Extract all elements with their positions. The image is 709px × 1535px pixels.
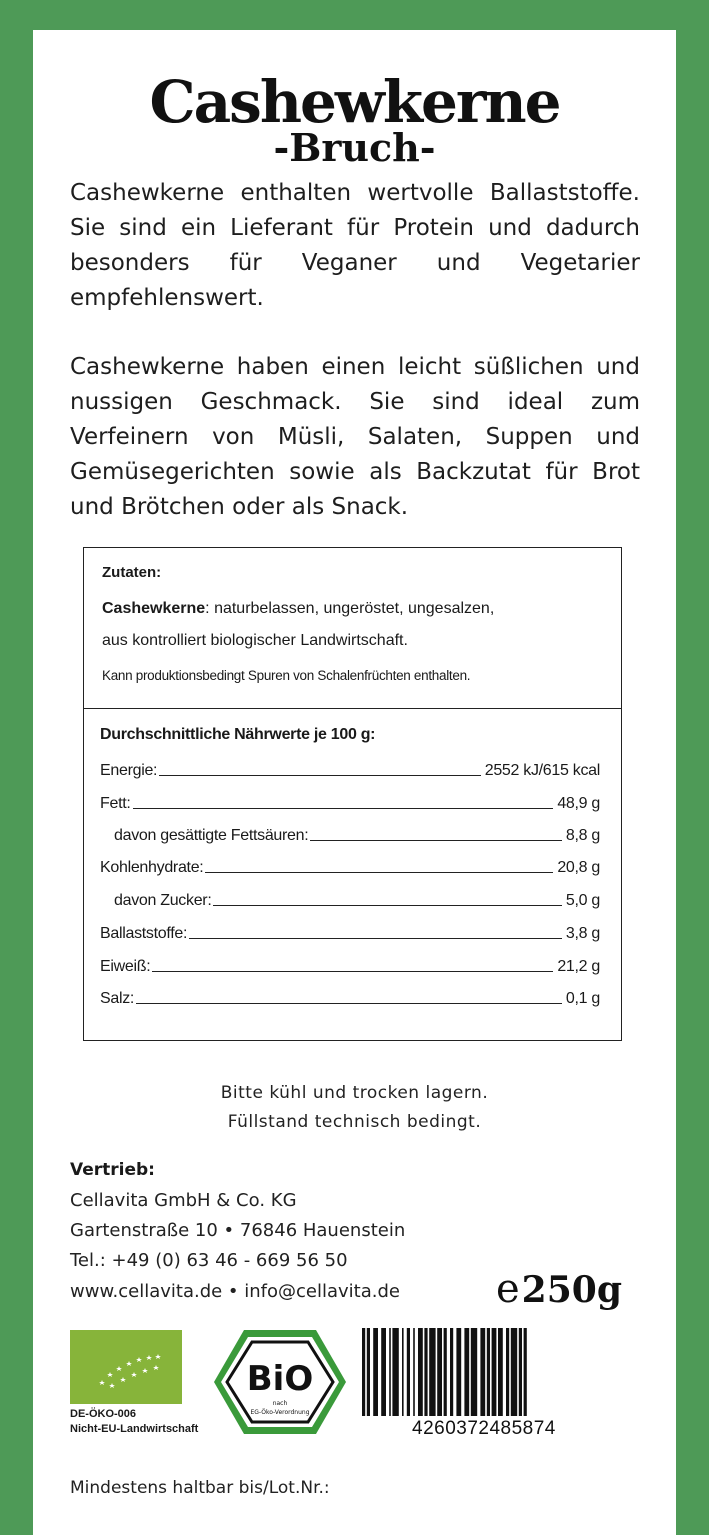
distributor-web: www.cellavita.de • info@cellavita.de bbox=[70, 1281, 400, 1302]
description-paragraph-2: Cashewkerne haben einen leicht süßlichen und nussigen Geschmack. Sie sind ideal zum Verfeinern von Müsli, Salaten, Suppen und Gemüsegerichten sowie als Backzutat für Brot und Brötchen oder als Snack. bbox=[70, 354, 640, 520]
leader-line bbox=[205, 872, 553, 873]
box-divider bbox=[84, 708, 621, 709]
barcode-bar bbox=[480, 1328, 485, 1416]
nutrition-value: 2552 kJ/615 kcal bbox=[484, 762, 600, 779]
leader-line bbox=[213, 905, 561, 906]
allergen-note: Kann produktionsbedingt Spuren von Schalenfrüchten enthalten. bbox=[102, 668, 471, 683]
eu-leaf-stars-icon bbox=[70, 1330, 182, 1404]
leader-line bbox=[152, 971, 553, 972]
barcode-bar bbox=[519, 1328, 522, 1416]
product-title: Cashewkerne bbox=[149, 68, 560, 136]
eu-organic-leaf-logo bbox=[70, 1330, 182, 1404]
nutrition-label: Eiweiß: bbox=[100, 958, 151, 975]
barcode-bar bbox=[498, 1328, 503, 1416]
bio-seal bbox=[212, 1328, 348, 1436]
barcode-bar bbox=[392, 1328, 398, 1416]
bio-seal-sub2: EG-Öko-Verordnung bbox=[250, 1409, 310, 1416]
estimated-sign: e bbox=[496, 1266, 520, 1312]
ingredients-heading: Zutaten: bbox=[102, 564, 162, 581]
barcode-bar bbox=[418, 1328, 423, 1416]
barcode-bar bbox=[402, 1328, 404, 1416]
storage-note: Bitte kühl und trocken lagern. bbox=[220, 1083, 489, 1103]
barcode-bar bbox=[381, 1328, 386, 1416]
distributor-company: Cellavita GmbH & Co. KG bbox=[70, 1190, 297, 1211]
barcode-bar bbox=[524, 1328, 527, 1416]
ingredient-details: : naturbelassen, ungeröstet, ungesalzen, bbox=[205, 600, 495, 617]
leader-line bbox=[136, 1003, 562, 1004]
nutrition-value: 20,8 g bbox=[557, 859, 600, 876]
bio-seal-sub1: nach bbox=[272, 1400, 288, 1407]
barcode-bar bbox=[389, 1328, 391, 1416]
barcode-bar bbox=[450, 1328, 453, 1416]
barcode-bar bbox=[429, 1328, 435, 1416]
leader-line bbox=[159, 775, 481, 776]
product-subtitle: -Bruch- bbox=[273, 125, 436, 170]
barcode-bar bbox=[511, 1328, 517, 1416]
nutrition-value: 8,8 g bbox=[565, 827, 600, 844]
barcode bbox=[360, 1328, 640, 1420]
barcode-bar bbox=[424, 1328, 427, 1416]
weight-value: 250g bbox=[521, 1269, 622, 1311]
barcode-bar bbox=[367, 1328, 370, 1416]
nutrition-label: davon gesättigte Fettsäuren: bbox=[114, 827, 309, 844]
nutrition-heading: Durchschnittliche Nährwerte je 100 g: bbox=[100, 726, 376, 743]
nutrition-value: 48,9 g bbox=[557, 795, 600, 812]
barcode-bar bbox=[407, 1328, 410, 1416]
fill-level-note: Füllstand technisch bedingt. bbox=[227, 1112, 482, 1132]
nutrition-row-fiber bbox=[100, 921, 600, 943]
distributor-phone: Tel.: +49 (0) 63 46 - 669 56 50 bbox=[70, 1250, 348, 1271]
ingredient-main: Cashewkerne bbox=[102, 600, 206, 617]
nutrition-label: Kohlenhydrate: bbox=[100, 859, 204, 876]
barcode-bar bbox=[362, 1328, 365, 1416]
leader-line bbox=[189, 938, 562, 939]
eu-control-code: DE-ÖKO-006 bbox=[70, 1408, 137, 1420]
leader-line bbox=[310, 840, 562, 841]
ingredients-line-1 bbox=[102, 600, 494, 618]
nutrition-row-saturated bbox=[100, 823, 600, 845]
ean-number: 4260372485874 bbox=[412, 1418, 556, 1439]
barcode-bar bbox=[437, 1328, 442, 1416]
description-paragraph-1: Cashewkerne enthalten wertvolle Ballaststoffe. Sie sind ein Lieferant für Protein und dadurch besonders für Veganer und Vegetarier empfehlenswert. bbox=[70, 180, 640, 311]
barcode-bar bbox=[487, 1328, 490, 1416]
nutrition-label: Energie: bbox=[100, 762, 158, 779]
distributor-heading: Vertrieb: bbox=[70, 1160, 155, 1180]
barcode-bar bbox=[373, 1328, 378, 1416]
distributor-street: Gartenstraße 10 • 76846 Hauenstein bbox=[70, 1220, 406, 1241]
barcode-bar bbox=[456, 1328, 461, 1416]
nutrition-value: 0,1 g bbox=[565, 990, 600, 1007]
nutrition-value: 3,8 g bbox=[565, 925, 600, 942]
bio-hexagon-icon bbox=[212, 1328, 348, 1436]
barcode-bar bbox=[506, 1328, 509, 1416]
nutrition-row-salt bbox=[100, 986, 600, 1008]
barcode-bar bbox=[413, 1328, 415, 1416]
nutrition-row-protein bbox=[100, 954, 600, 976]
net-weight bbox=[496, 1266, 622, 1312]
nutrition-label: Fett: bbox=[100, 795, 131, 812]
nutrition-value: 21,2 g bbox=[557, 958, 600, 975]
nutrition-row-carbs bbox=[100, 855, 600, 877]
nutrition-row-energy bbox=[100, 758, 600, 780]
bio-seal-text: BiO bbox=[246, 1359, 314, 1399]
barcode-bar bbox=[444, 1328, 447, 1416]
nutrition-row-sugar bbox=[100, 888, 600, 910]
nutrition-value: 5,0 g bbox=[565, 892, 600, 909]
nutrition-label: Ballaststoffe: bbox=[100, 925, 188, 942]
ingredients-line-2: aus kontrolliert biologischer Landwirtschaft. bbox=[102, 632, 408, 649]
barcode-bar bbox=[464, 1328, 469, 1416]
eu-origin-text: Nicht-EU-Landwirtschaft bbox=[70, 1423, 199, 1435]
leader-line bbox=[133, 808, 554, 809]
barcode-bar bbox=[471, 1328, 477, 1416]
nutrition-row-fat bbox=[100, 791, 600, 813]
barcode-bar bbox=[492, 1328, 497, 1416]
ingredients-nutrition-box bbox=[83, 547, 622, 1041]
nutrition-label: davon Zucker: bbox=[114, 892, 212, 909]
best-before-label: Mindestens haltbar bis/Lot.Nr.: bbox=[70, 1478, 330, 1498]
nutrition-label: Salz: bbox=[100, 990, 135, 1007]
